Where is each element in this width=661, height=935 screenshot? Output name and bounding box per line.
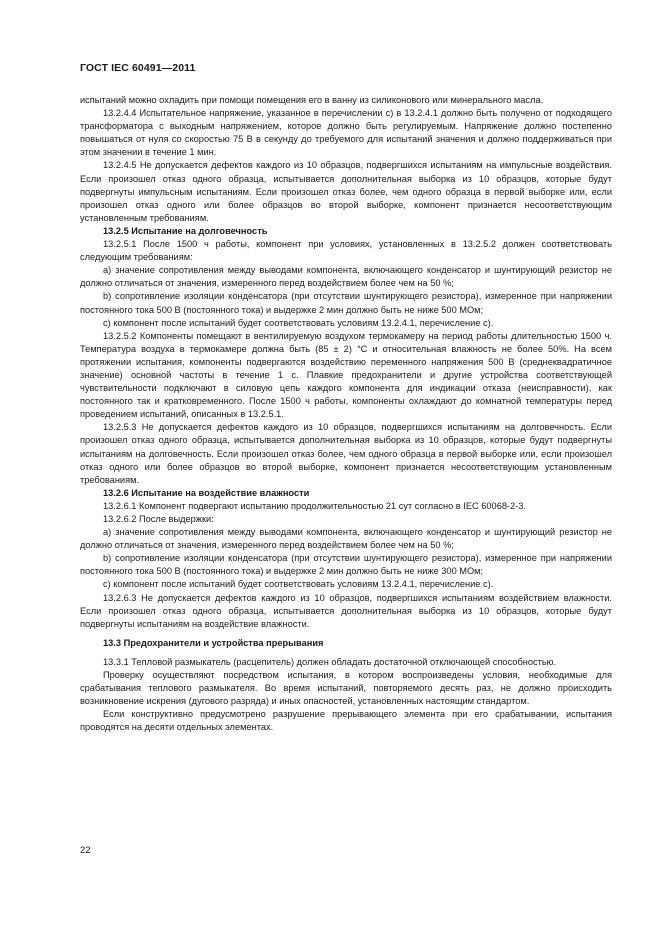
page-header: ГОСТ IEC 60491—2011 [80,62,196,74]
list-item: a) значение сопротивления между выводами компонента, включающего конденсатор и шунтирующий резистор не должно отличаться от значения, измеренного перед воздействием более чем на 50 %; [80,265,612,289]
paragraph: Проверку осуществляют посредством испытания, в котором воспроизведены условия, необходимые для срабатывания теплового размыкателя. Во время испытаний, повторяемого десять раз, не должно происходить возникновение искрения (дугового разряда) и иных опасностей, установленных настоящим стандартом. [80,670,612,707]
section-heading: 13.2.5 Испытание на долговечность [103,225,268,236]
list-item: b) сопротивление изоляции конденсатора (при отсутствии шунтирующего резистора), измеренное при напряжении постоянного тока 500 В (постоянного тока) и выдержке 2 мин должно быть не ниже 300 МОм; [80,553,612,577]
paragraph: 13.2.6.3 Не допускается дефектов каждого из 10 образцов, подвергшихся испытаниям воздействием влажности. Если произошел отказ одного образца, испытывается дополнительная выборка из 10 образцов, которые будут подвергнуты испытаниям на воздействие влажности. [80,592,612,629]
page-body [80,94,612,735]
paragraph: 13.2.6.1 Компонент подвергают испытанию продолжительностью 21 сут согласно в IEC 60068-2-3. [103,500,527,511]
list-item: b) сопротивление изоляции конденсатора (при отсутствии шунтирующего резистора), измеренное при напряжении постоянного тока 500 В (постоянного тока) и выдержке 2 мин должно быть не ниже 500 МОм; [80,291,612,315]
page-number: 22 [80,845,91,856]
paragraph: 13.2.6.2 После выдержки: [103,514,214,524]
paragraph: Если конструктивно предусмотрено разрушение прерывающего элемента при его срабатывании, испытания проводятся на десяти отдельных элементах. [80,709,612,733]
paragraph: 13.2.5.1 После 1500 ч работы, компонент при условиях, установленных в 13.2.5.2 должен соответствовать следующим требованиям: [80,239,612,263]
paragraph: 13.3.1 Тепловой размыкатель (расцепитель) должен обладать достаточной отключающей способностью. [103,656,557,667]
list-item: c) компонент после испытаний будет соответствовать условиям 13.2.4.1, перечисление с). [103,317,494,328]
paragraph: 13.2.5.2 Компоненты помещают в вентилируемую воздухом термокамеру на период работы длительностью 1500 ч. Температура воздуха в термокамере должна быть (85 ± 2) °С и относительная влажность не более 50%. На всем протяжении испытания, компоненты подвергаются воздействию переменного напряжения 500 В (среднеквадратичное значение) основной частоты в течение 1 с. Плавкие предохранители и другие устройства соответствующей чувствительности подключают в силовую цепь каждого компонента для индикации отказа (неисправности), как постоянного так и кратковременного. После 1500 ч работы, компоненты охлаждают до комнатной температуры перед проведением испытаний, описанных в 13.2.5.1. [80,330,612,420]
list-item: a) значение сопротивления между выводами компонента, включающего конденсатор и шунтирующий резистор не должно отличаться от значения, измеренного перед воздействием более чем на 50 %; [80,527,612,551]
paragraph: испытаний можно охладить при помощи помещения его в ванну из силиконового или минерального масла. [80,95,544,105]
section-heading: 13.3 Предохранители и устройства прерывания [103,637,324,648]
section-heading: 13.2.6 Испытание на воздействие влажности [103,487,310,498]
paragraph: 13.2.4.5 Не допускается дефектов каждого из 10 образцов, подвергшихся испытаниям на импульсные воздействия. Если произошел отказ одного образца, испытывается дополнительная выборка из 10 образцов, которые будут подвергнуты импульсным испытаниям. Если произошел отказ более, чем одного образца в первой выборке или, если произошел отказ одного или более образцов во второй выборке, компонент признается несоответствующим установленным требованиям. [80,160,612,223]
list-item: c) компонент после испытаний будет соответствовать условиям 13.2.4.1, перечисление с). [103,579,494,590]
paragraph: 13.2.4.4 Испытательное напряжение, указанное в перечислении с) в 13.2.4.1 должно быть получено от подходящего трансформатора с выходным напряжением, которое должно быть регулируемым. Напряжение должно постепенно повышаться от нуля со скоростью 75 В в секунду до требуемого для испытаний значения и должно поддерживаться при этом значении в течение 1 мин. [80,108,612,158]
paragraph: 13.2.5.3 Не допускается дефектов каждого из 10 образцов, подвергшихся испытаниям на долговечность. Если произошел отказ одного образца, испытывается дополнительная выборка из 10 образцов, которые будут подвергнуты испытаниям на долговечность. Если произошел отказ более, чем одного образца в первой выборке или, если произошел отказ одного или более образцов во второй выборке, компонент признается несоответствующим установленным требованиям. [80,422,612,485]
